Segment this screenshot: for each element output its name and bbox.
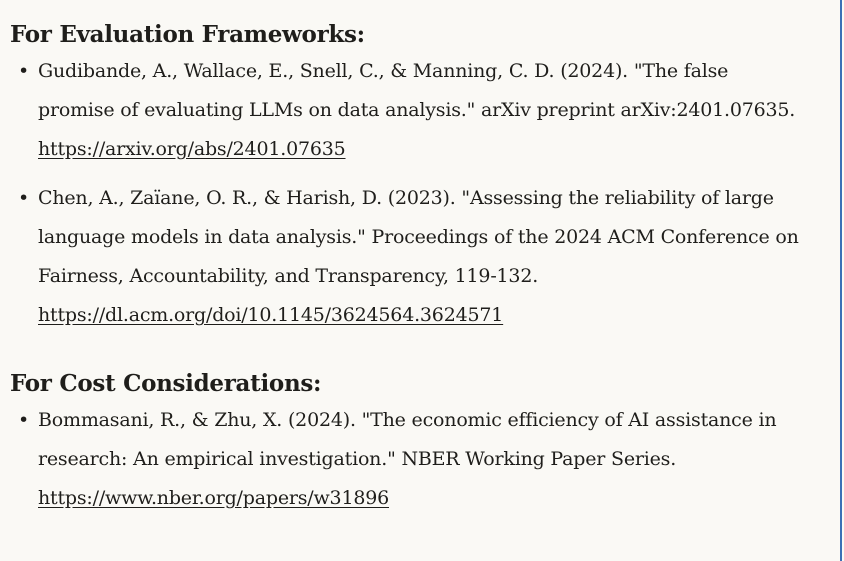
reference-text: Bommasani, R., & Zhu, X. (2024). "The economic efficiency of AI assistance in research: An empirical investigation." NBER Working Paper Series. xyxy=(38,409,777,470)
section-heading-cost-considerations: For Cost Considerations: xyxy=(10,370,322,397)
reference-text: Chen, A., Zaïane, O. R., & Harish, D. (2023). "Assessing the reliability of large language models in data analysis." Proceedings of the 2024 ACM Conference on Fairness, Accountability, and Transparency, 119-132. xyxy=(38,187,799,287)
bullet-dot: • xyxy=(18,187,30,209)
reference-link[interactable]: https://dl.acm.org/doi/10.1145/3624564.3624571 xyxy=(38,304,504,326)
reference-item xyxy=(10,179,800,335)
reference-list-cost-considerations xyxy=(10,401,800,518)
references-content xyxy=(10,18,800,518)
bullet-dot: • xyxy=(18,60,30,82)
reference-list-evaluation-frameworks xyxy=(10,52,800,335)
reference-link[interactable]: https://www.nber.org/papers/w31896 xyxy=(38,487,389,509)
reference-item xyxy=(10,52,800,169)
reference-text: Gudibande, A., Wallace, E., Snell, C., & Manning, C. D. (2024). "The false promise of evaluating LLMs on data analysis." arXiv preprint arXiv:2401.07635. xyxy=(38,60,796,121)
reference-link[interactable]: https://arxiv.org/abs/2401.07635 xyxy=(38,138,346,160)
section-heading-evaluation-frameworks: For Evaluation Frameworks: xyxy=(10,21,365,48)
reference-item xyxy=(10,401,800,518)
right-border-rule xyxy=(840,0,842,561)
bullet-dot: • xyxy=(18,409,30,431)
